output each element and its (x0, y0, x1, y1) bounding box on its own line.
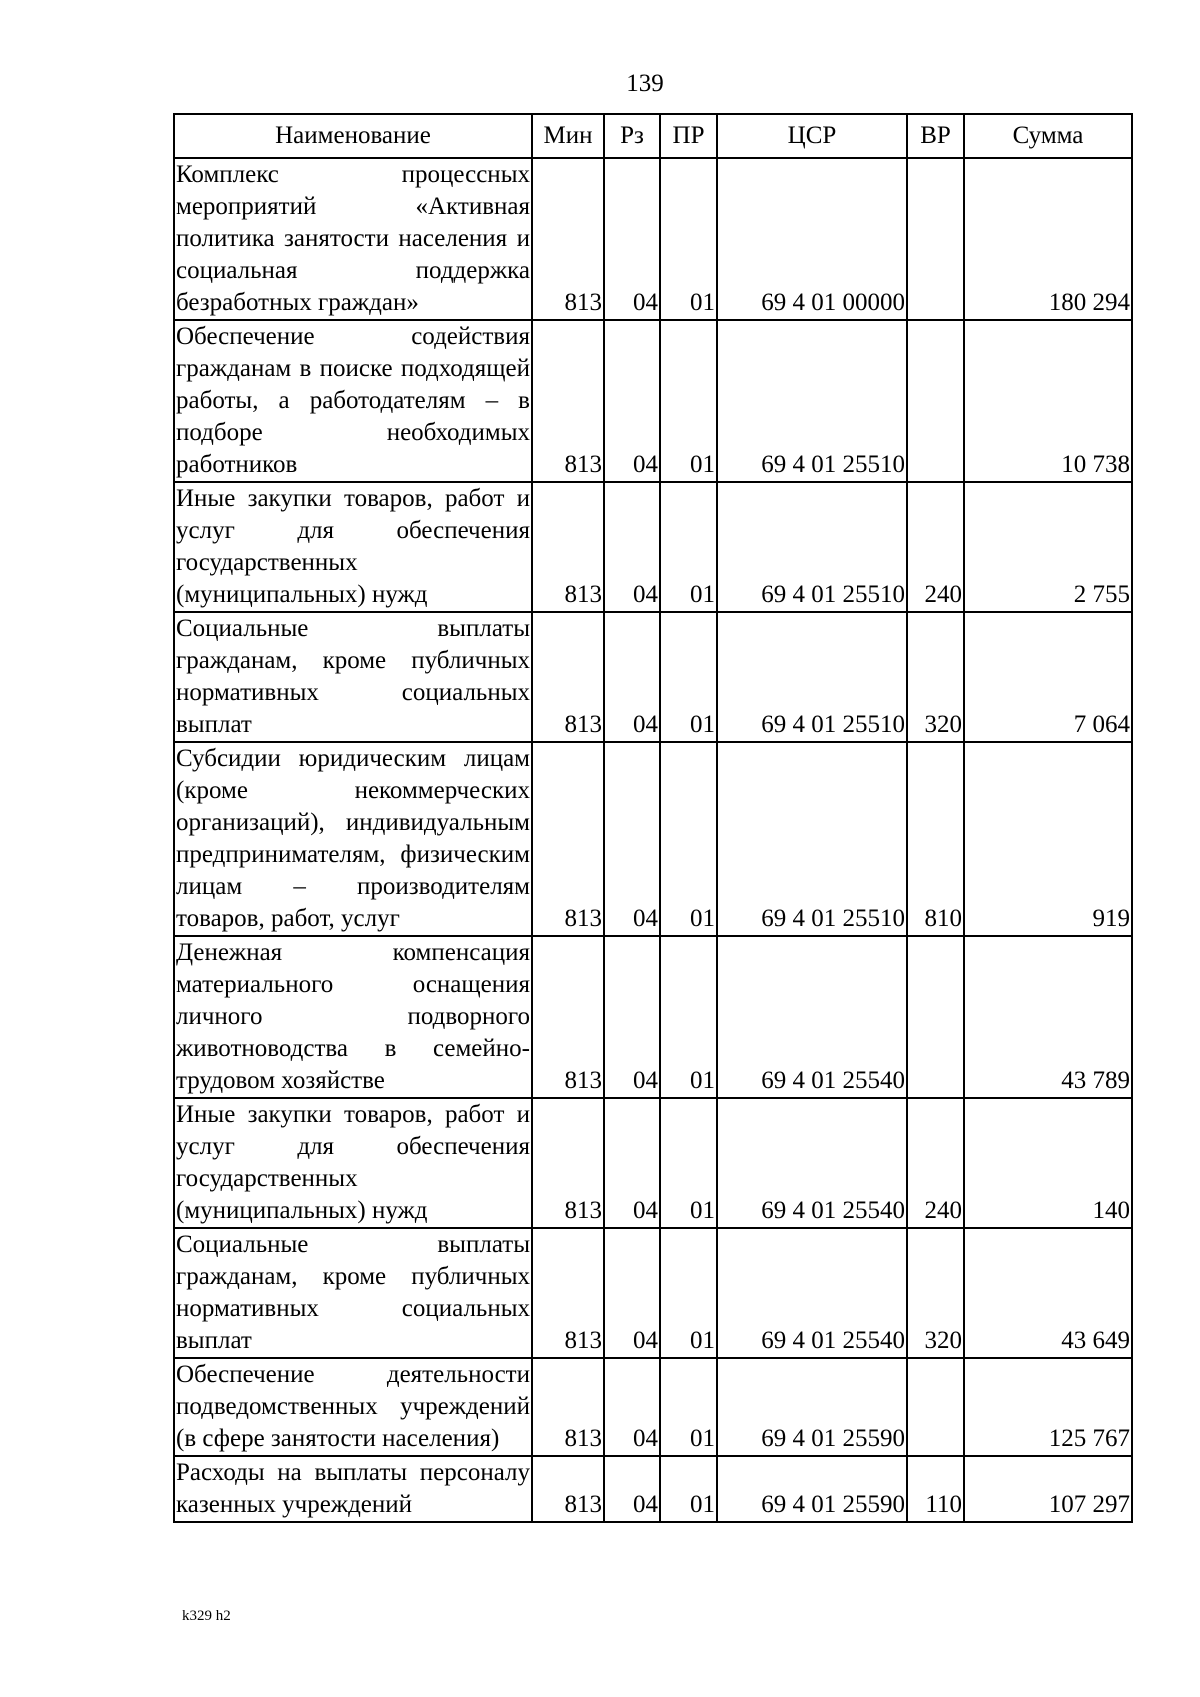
row-min: 813 (532, 612, 604, 742)
row-vr (907, 1358, 964, 1456)
row-pr: 01 (660, 320, 717, 482)
table-row (174, 482, 1132, 612)
row-rz: 04 (604, 1228, 660, 1358)
row-pr: 01 (660, 1228, 717, 1358)
row-name: Обеспечение деятельности подведомственных учреждений (в сфере занятости населения) (174, 1358, 532, 1456)
row-name: Обеспечение содействия гражданам в поиске подходящей работы, а работодателям – в подборе необходимых работников (174, 320, 532, 482)
table-row (174, 1456, 1132, 1522)
row-csr: 69 4 01 25510 (717, 612, 907, 742)
row-min: 813 (532, 1456, 604, 1522)
header-rz: Рз (604, 114, 660, 158)
row-csr: 69 4 01 25510 (717, 742, 907, 936)
table-row (174, 742, 1132, 936)
row-vr: 320 (907, 1228, 964, 1358)
row-vr: 810 (907, 742, 964, 936)
table-row (174, 158, 1132, 320)
row-pr: 01 (660, 1358, 717, 1456)
budget-table (173, 113, 1133, 1523)
row-pr: 01 (660, 1098, 717, 1228)
row-sum: 43 649 (964, 1228, 1132, 1358)
row-vr (907, 158, 964, 320)
table-row (174, 1358, 1132, 1456)
row-vr: 110 (907, 1456, 964, 1522)
row-vr (907, 936, 964, 1098)
row-sum: 180 294 (964, 158, 1132, 320)
row-vr: 240 (907, 1098, 964, 1228)
row-name: Иные закупки товаров, работ и услуг для обеспечения государственных (муниципальных) нужд (174, 482, 532, 612)
row-name: Денежная компенсация материального оснащения личного подворного животноводства в семейно-трудовом хозяйстве (174, 936, 532, 1098)
row-sum: 919 (964, 742, 1132, 936)
row-name: Субсидии юридическим лицам (кроме некоммерческих организаций), индивидуальным предпринимателям, физическим лицам – производителям товаров, работ, услуг (174, 742, 532, 936)
row-name: Социальные выплаты гражданам, кроме публичных нормативных социальных выплат (174, 1228, 532, 1358)
row-pr: 01 (660, 158, 717, 320)
row-pr: 01 (660, 742, 717, 936)
row-csr: 69 4 01 25540 (717, 936, 907, 1098)
row-pr: 01 (660, 482, 717, 612)
row-min: 813 (532, 482, 604, 612)
header-pr: ПР (660, 114, 717, 158)
row-min: 813 (532, 320, 604, 482)
row-rz: 04 (604, 1098, 660, 1228)
row-pr: 01 (660, 1456, 717, 1522)
row-sum: 10 738 (964, 320, 1132, 482)
row-csr: 69 4 01 25540 (717, 1228, 907, 1358)
table-row (174, 1228, 1132, 1358)
row-pr: 01 (660, 936, 717, 1098)
row-min: 813 (532, 742, 604, 936)
row-rz: 04 (604, 612, 660, 742)
row-sum: 2 755 (964, 482, 1132, 612)
header-sum: Сумма (964, 114, 1132, 158)
row-csr: 69 4 01 25540 (717, 1098, 907, 1228)
table-header-row (174, 114, 1132, 158)
header-min: Мин (532, 114, 604, 158)
table-row (174, 320, 1132, 482)
row-rz: 04 (604, 320, 660, 482)
row-min: 813 (532, 158, 604, 320)
row-vr (907, 320, 964, 482)
table-row (174, 1098, 1132, 1228)
row-rz: 04 (604, 936, 660, 1098)
table-row (174, 612, 1132, 742)
row-sum: 43 789 (964, 936, 1132, 1098)
row-rz: 04 (604, 482, 660, 612)
row-sum: 107 297 (964, 1456, 1132, 1522)
row-rz: 04 (604, 1456, 660, 1522)
row-name: Комплекс процессных мероприятий «Активная политика занятости населения и социальная поддержка безработных граждан» (174, 158, 532, 320)
row-rz: 04 (604, 158, 660, 320)
header-name: Наименование (174, 114, 532, 158)
row-pr: 01 (660, 612, 717, 742)
row-sum: 7 064 (964, 612, 1132, 742)
row-min: 813 (532, 936, 604, 1098)
row-vr: 240 (907, 482, 964, 612)
row-csr: 69 4 01 00000 (717, 158, 907, 320)
footer-code: k329 h2 (182, 1608, 231, 1624)
table-row (174, 936, 1132, 1098)
row-rz: 04 (604, 1358, 660, 1456)
row-name: Иные закупки товаров, работ и услуг для обеспечения государственных (муниципальных) нужд (174, 1098, 532, 1228)
row-rz: 04 (604, 742, 660, 936)
row-min: 813 (532, 1358, 604, 1456)
row-min: 813 (532, 1228, 604, 1358)
row-csr: 69 4 01 25590 (717, 1358, 907, 1456)
row-csr: 69 4 01 25590 (717, 1456, 907, 1522)
row-name: Расходы на выплаты персоналу казенных учреждений (174, 1456, 532, 1522)
row-min: 813 (532, 1098, 604, 1228)
row-vr: 320 (907, 612, 964, 742)
row-csr: 69 4 01 25510 (717, 482, 907, 612)
row-sum: 140 (964, 1098, 1132, 1228)
header-vr: ВР (907, 114, 964, 158)
page-number: 139 (626, 70, 664, 97)
row-sum: 125 767 (964, 1358, 1132, 1456)
header-csr: ЦСР (717, 114, 907, 158)
row-name: Социальные выплаты гражданам, кроме публичных нормативных социальных выплат (174, 612, 532, 742)
row-csr: 69 4 01 25510 (717, 320, 907, 482)
